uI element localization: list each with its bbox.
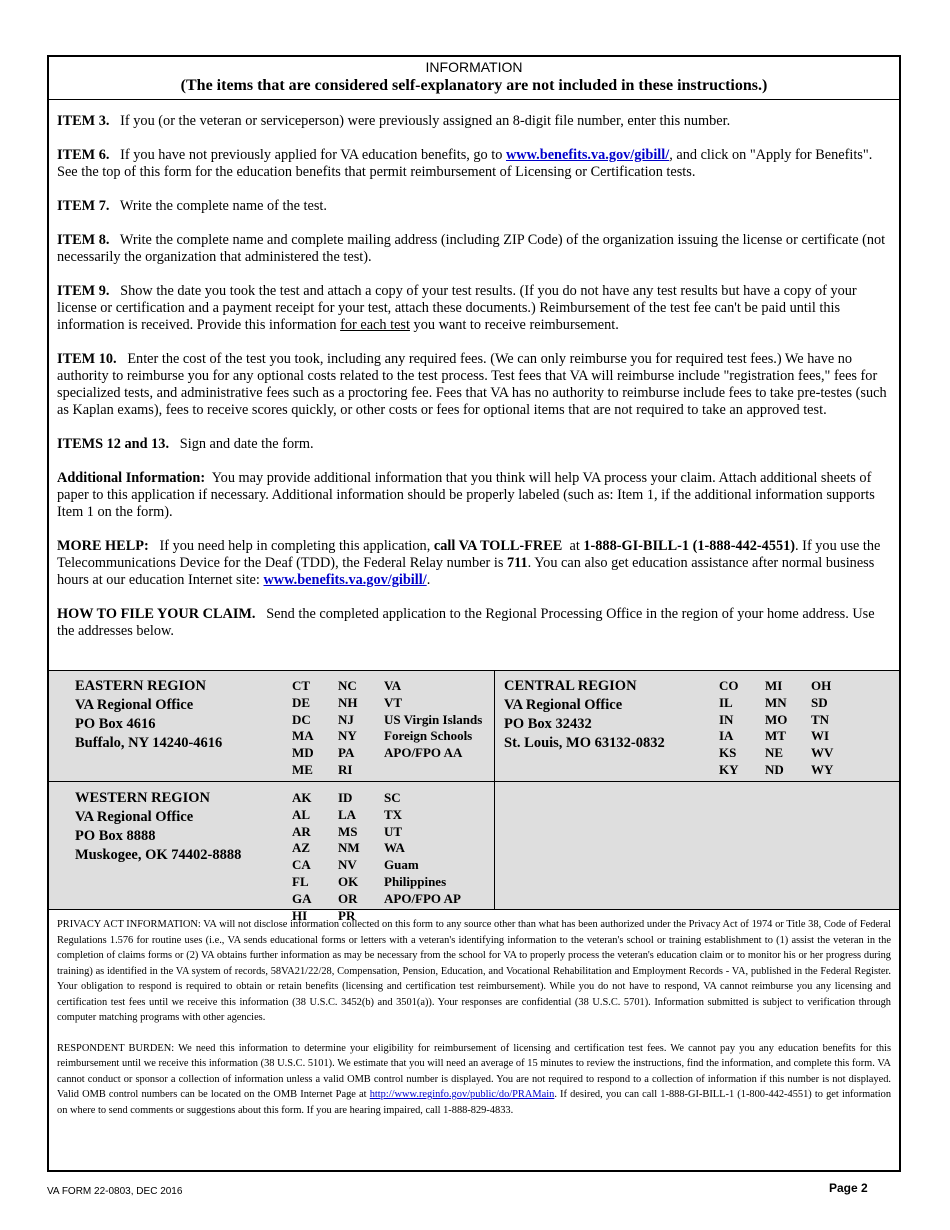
- more-help-label: MORE HELP:: [57, 538, 149, 554]
- regional-offices-table: [49, 670, 899, 923]
- item-6-text-after: , and click on "Apply for Benefits". See the top of this form for the education benefits that permit reimbursement of Licensing or Certification tests.: [57, 147, 873, 180]
- reginfo-link[interactable]: http://www.reginfo.gov/public/do/PRAMain: [369, 1089, 555, 1100]
- more-help-at: at: [569, 538, 580, 554]
- state-code: MS: [338, 823, 358, 839]
- state-code: MO: [765, 711, 788, 727]
- eastern-states-col-2: [338, 678, 384, 779]
- state-code: CT: [292, 678, 311, 693]
- eastern-region-office: VA Regional Office: [75, 697, 194, 713]
- state-code: FL: [292, 873, 309, 889]
- additional-info-paragraph: [57, 470, 891, 521]
- state-code: ME: [292, 761, 313, 777]
- instructions-body: [49, 100, 899, 670]
- state-code: KY: [719, 761, 739, 777]
- state-code: SC: [384, 790, 401, 805]
- state-code: SD: [811, 694, 828, 710]
- additional-info-label: Additional Information:: [57, 470, 206, 486]
- state-code: APO/FPO AA: [384, 745, 463, 761]
- eastern-region-states: [292, 678, 504, 779]
- eastern-region-city: Buffalo, NY 14240-4616: [75, 735, 223, 751]
- state-code: CO: [719, 678, 739, 693]
- state-code: KS: [719, 745, 737, 761]
- item-3-label: ITEM 3.: [57, 113, 110, 129]
- state-code: NE: [765, 745, 784, 761]
- item-3-text: If you (or the veteran or serviceperson) were previously assigned an 8-digit file number, enter this number.: [120, 113, 731, 129]
- item-6-text-before: If you have not previously applied for VA education benefits, go to: [120, 147, 503, 163]
- state-code: GA: [292, 890, 312, 906]
- western-states-col-2: [338, 790, 384, 924]
- state-code: ND: [765, 761, 784, 777]
- state-code: TN: [811, 711, 830, 727]
- state-code: US Virgin Islands: [384, 711, 483, 727]
- eastern-region-address: [75, 677, 222, 753]
- state-code: APO/FPO AP: [384, 890, 461, 906]
- how-to-file-text: Send the completed application to the Regional Processing Office in the region of your home address. Use the addresses below.: [57, 606, 875, 639]
- state-code: OK: [338, 873, 359, 889]
- item-6-paragraph: [57, 147, 891, 181]
- item-9-text-after: you want to receive reimbursement.: [413, 317, 619, 333]
- state-code: VT: [384, 694, 403, 710]
- toll-free-label: call VA TOLL-FREE: [433, 538, 563, 554]
- how-to-file-paragraph: [57, 606, 891, 640]
- item-3-paragraph: [57, 113, 891, 130]
- header-title: INFORMATION: [425, 59, 523, 75]
- state-code: WA: [384, 840, 405, 856]
- state-code: Philippines: [384, 873, 447, 889]
- state-code: MT: [765, 728, 786, 744]
- information-header: [49, 57, 899, 100]
- eastern-states-col-3: [384, 678, 504, 779]
- more-help-text-3: . You can also get education assistance after normal business hours at our education Internet site:: [57, 555, 875, 588]
- more-help-end: .: [426, 572, 431, 588]
- item-7-text: Write the complete name of the test.: [119, 198, 327, 214]
- more-help-text-2: . If you use the Telecommunications Device for the Deaf (TDD), the Federal Relay number is: [57, 538, 881, 571]
- state-code: DE: [292, 694, 311, 710]
- central-region-title: CENTRAL REGION: [504, 678, 637, 694]
- state-code: AR: [292, 823, 311, 839]
- state-code: OR: [338, 890, 358, 906]
- state-code: UT: [384, 823, 403, 839]
- central-region-address: [504, 677, 665, 753]
- toll-free-number: 1-888-GI-BILL-1 (1-888-442-4551): [583, 538, 796, 554]
- state-code: AZ: [292, 840, 311, 856]
- state-code: NH: [338, 694, 358, 710]
- how-to-file-label: HOW TO FILE YOUR CLAIM.: [57, 606, 256, 622]
- state-code: AL: [292, 806, 311, 822]
- eastern-region-title: EASTERN REGION: [75, 678, 206, 694]
- state-code: MN: [765, 694, 787, 710]
- relay-number: 711: [507, 555, 528, 571]
- eastern-states-col-1: [292, 678, 338, 779]
- instructions-frame: [47, 55, 901, 1172]
- state-code: NY: [338, 728, 357, 744]
- state-code: ID: [338, 790, 353, 805]
- state-code: PA: [338, 745, 355, 761]
- item-6-label: ITEM 6.: [57, 147, 110, 163]
- central-states-col-2: [765, 678, 811, 779]
- region-horizontal-divider: [49, 781, 899, 782]
- additional-info-text: You may provide additional information that you think will help VA process your claim. Attach additional sheets of paper to this application if necessary. Additional information should be properly labeled (such as: Item 1, if the additional information supports Item 1 on the form).: [57, 470, 875, 520]
- western-states-col-3: [384, 790, 504, 924]
- western-region-pobox: PO Box 8888: [75, 828, 156, 844]
- eastern-region-pobox: PO Box 4616: [75, 716, 156, 732]
- central-region-states: [719, 678, 857, 779]
- state-code: AK: [292, 790, 312, 805]
- state-code: NJ: [338, 711, 354, 727]
- state-code: CA: [292, 857, 311, 873]
- state-code: WV: [811, 745, 834, 761]
- gibill-link-2[interactable]: www.benefits.va.gov/gibill/: [263, 572, 427, 588]
- state-code: PR: [338, 907, 356, 923]
- state-code: MA: [292, 728, 314, 744]
- item-8-text: Write the complete name and complete mailing address (including ZIP Code) of the organization issuing the license or certificate (not necessarily the organization that administered the test).: [57, 232, 886, 265]
- form-id: VA FORM 22-0803, DEC 2016: [47, 1186, 183, 1197]
- more-help-paragraph: [57, 538, 891, 589]
- item-7-paragraph: [57, 198, 891, 215]
- page-number: Page 2: [829, 1181, 868, 1195]
- state-code: NV: [338, 857, 357, 873]
- item-9-text-before: Show the date you took the test and attach a copy of your test results. (If you do not have any test results but have a copy of your license or certification and a payment receipt for your test, attach these documents.) Reimbursement of the test fee can't be paid until this information is received. Provide this information: [57, 283, 857, 333]
- western-region-address: [75, 789, 241, 865]
- privacy-act-paragraph: PRIVACY ACT INFORMATION: VA will not disclose information collected on this form to any source other than what has been authorized under the Privacy Act of 1974 or Title 38, Code of Federal Regulations 1.576 for routine uses (i.e., VA sends educational forms or letters with a veteran's identifying information to the veteran's school or training establishment to (1) assist the veteran in the completion of claims forms or (2) VA obtains further information as may be necessary from the school for VA to properly process the veteran's education claim or to monitor his or her progress during training) as identified in the VA system of records, 58VA21/22/28, Compensation, Pension, Education, and Vocational Rehabilitation and Employment Records - VA, published in the Federal Register. Your obligation to respond is required to obtain or retain benefits (licensing and certification test reimbursement). While you do not have to respond, VA cannot reimburse you any licensing and certification test fees until we receive this information (38 U.S.C. 3452(b) and 3501(a)). Your responses are confidential (38 U.S.C. 5701). Information submitted is subject to verification through computer matching programs with other agencies.: [57, 919, 891, 1023]
- item-10-text: Enter the cost of the test you took, including any required fees. (We can only reimburse you for required test fees.) We have no authority to reimburse you for any optional costs related to the test process. Test fees that VA will reimburse include "registration fees," fees for specialized tests, and administrative fees such as a proctoring fee. Fees that VA has no authority to reimburse include fees to take pre-testes (such as Kaplan exams), fees to receive scores quickly, or other costs or fees for optional items that are not required to take an approved test.: [57, 351, 887, 418]
- state-code: MD: [292, 745, 314, 761]
- central-region-pobox: PO Box 32432: [504, 716, 592, 732]
- western-region-title: WESTERN REGION: [75, 790, 210, 806]
- western-region-office: VA Regional Office: [75, 809, 194, 825]
- item-8-paragraph: [57, 232, 891, 266]
- state-code: IL: [719, 694, 733, 710]
- respondent-burden-text-after: . If desired, you can call 1-888-GI-BILL-1 (1-800-442-4551) to get information on where to send comments or suggestions about this form. If you are hearing impaired, call 1-888-829-4833.: [57, 1089, 892, 1116]
- state-code: IA: [719, 728, 734, 744]
- central-region-city: St. Louis, MO 63132-0832: [504, 735, 665, 751]
- items-12-13-paragraph: [57, 436, 891, 453]
- items-12-13-label: ITEMS 12 and 13.: [57, 436, 170, 452]
- item-8-label: ITEM 8.: [57, 232, 110, 248]
- western-region-city: Muskogee, OK 74402-8888: [75, 847, 242, 863]
- item-9-underlined: for each test: [340, 317, 410, 333]
- state-code: Guam: [384, 857, 419, 873]
- state-code: VA: [384, 678, 402, 693]
- central-states-col-1: [719, 678, 765, 779]
- respondent-burden-text: RESPONDENT BURDEN: We need this information to determine your eligibility for reimbursement of licensing and certification test fees. We cannot pay you any education benefits for this reimbursement until we receive this information (38 U.S.C. 5101). We estimate that you will need an average of 15 minutes to review the instructions, find the information, and complete this form. VA cannot conduct or sponsor a collection of information unless a valid OMB control number is displayed. You are not required to respond to a collection of information if this number is not displayed. Valid OMB control numbers can be located on the OMB Internet Page at: [57, 1042, 891, 1100]
- more-help-text-1: If you need help in completing this application,: [159, 538, 431, 554]
- western-states-col-1: [292, 790, 338, 924]
- central-states-col-3: [811, 678, 857, 779]
- state-code: HI: [292, 907, 308, 923]
- state-code: OH: [811, 678, 832, 693]
- item-9-label: ITEM 9.: [57, 283, 110, 299]
- item-10-label: ITEM 10.: [57, 351, 117, 367]
- state-code: MI: [765, 678, 783, 693]
- central-region-office: VA Regional Office: [504, 697, 623, 713]
- gibill-link[interactable]: www.benefits.va.gov/gibill/: [505, 147, 670, 163]
- state-code: LA: [338, 806, 357, 822]
- item-10-paragraph: [57, 351, 891, 419]
- state-code: TX: [384, 806, 403, 822]
- item-9-paragraph: [57, 283, 891, 334]
- item-7-label: ITEM 7.: [57, 198, 110, 214]
- state-code: WI: [811, 728, 830, 744]
- header-subtitle: (The items that are considered self-explanatory are not included in these instructions.): [180, 77, 768, 94]
- state-code: NC: [338, 678, 357, 693]
- state-code: DC: [292, 711, 311, 727]
- privacy-section: [49, 907, 899, 1118]
- western-region-states: [292, 790, 504, 924]
- state-code: WY: [811, 761, 834, 777]
- respondent-burden-paragraph: [57, 1041, 891, 1119]
- state-code: RI: [338, 761, 353, 777]
- items-12-13-text: Sign and date the form.: [179, 436, 314, 452]
- state-code: NM: [338, 840, 360, 856]
- state-code: Foreign Schools: [384, 728, 473, 744]
- state-code: IN: [719, 711, 734, 727]
